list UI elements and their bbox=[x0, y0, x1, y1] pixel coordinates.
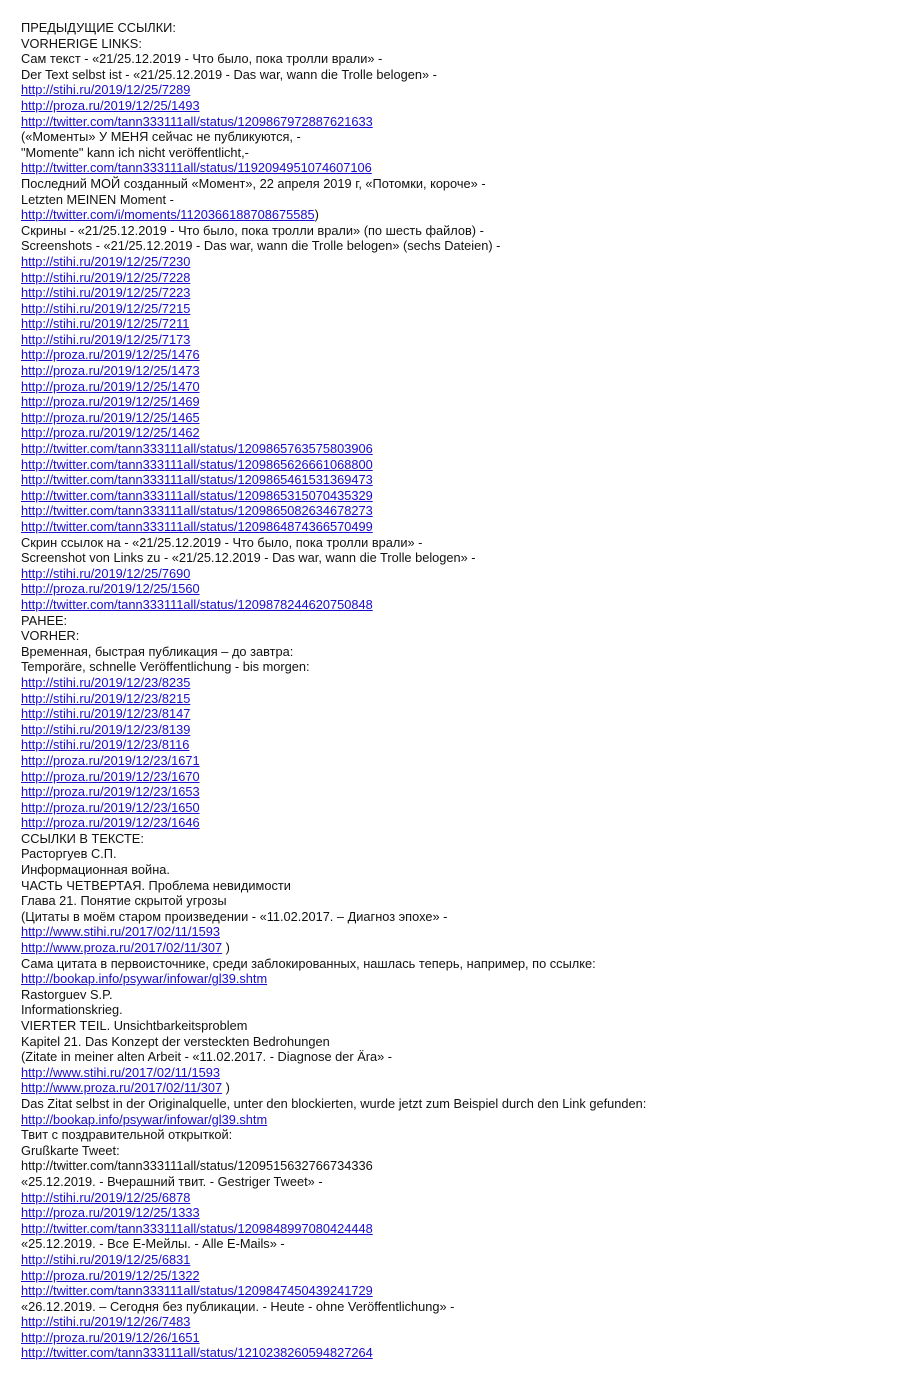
document-link[interactable]: http://proza.ru/2019/12/25/1465 bbox=[21, 409, 200, 425]
link-line bbox=[21, 316, 881, 332]
link-line bbox=[21, 924, 881, 940]
text-line: "Momente" kann ich nicht veröffentlicht,- bbox=[21, 144, 249, 160]
document-link[interactable]: http://stihi.ru/2019/12/25/7173 bbox=[21, 331, 191, 347]
document-link[interactable]: http://proza.ru/2019/12/25/1322 bbox=[21, 1267, 200, 1283]
link-line bbox=[21, 379, 881, 395]
document-link[interactable]: http://twitter.com/tann333111all/status/1209865082634678273 bbox=[21, 503, 373, 519]
text-line: Глава 21. Понятие скрытой угрозы bbox=[21, 893, 227, 909]
link-line bbox=[21, 1205, 881, 1221]
text-line: «25.12.2019. - Все E-Мейлы. - Alle E-Mails» - bbox=[21, 1236, 285, 1252]
link-line bbox=[21, 332, 881, 348]
document-link[interactable]: http://proza.ru/2019/12/23/1653 bbox=[21, 784, 200, 800]
link-line bbox=[21, 769, 881, 785]
text-line: РАНЕЕ: bbox=[21, 612, 68, 628]
text-line: http://twitter.com/tann333111all/status/1209515632766734336 bbox=[21, 1158, 373, 1174]
text-line: (Цитаты в моём старом произведении - «11.02.2017. – Диагноз эпохе» - bbox=[21, 908, 448, 924]
text-line: Скрины - «21/25.12.2019 - Что было, пока тролли врали» (по шесть файлов) - bbox=[21, 222, 484, 238]
link-line bbox=[21, 425, 881, 441]
link-line bbox=[21, 722, 881, 738]
document-link[interactable]: http://twitter.com/tann333111all/status/1209878244620750848 bbox=[21, 596, 373, 612]
document-link[interactable]: http://www.stihi.ru/2017/02/11/1593 bbox=[21, 924, 220, 940]
document-link[interactable]: http://stihi.ru/2019/12/23/8215 bbox=[21, 690, 191, 706]
document-link[interactable]: http://twitter.com/tann333111all/status/1209867972887621633 bbox=[21, 113, 373, 129]
link-line bbox=[21, 285, 881, 301]
document-link[interactable]: http://twitter.com/tann333111all/status/1209865626661068800 bbox=[21, 456, 373, 472]
document-link[interactable]: http://proza.ru/2019/12/25/1469 bbox=[21, 394, 200, 410]
link-line bbox=[21, 566, 881, 582]
text-line: («Моменты» У МЕНЯ сейчас не публикуются, - bbox=[21, 129, 301, 145]
text-line: Rastorguev S.P. bbox=[21, 986, 113, 1002]
text-line: VORHER: bbox=[21, 628, 80, 644]
link-suffix: ) bbox=[222, 1080, 230, 1096]
link-line bbox=[21, 394, 881, 410]
document-link[interactable]: http://stihi.ru/2019/12/25/7211 bbox=[21, 316, 190, 332]
text-line: ПРЕДЫДУЩИЕ ССЫЛКИ: bbox=[21, 20, 176, 35]
document-link[interactable]: http://stihi.ru/2019/12/26/7483 bbox=[21, 1314, 191, 1330]
link-line bbox=[21, 940, 881, 956]
document-link[interactable]: http://proza.ru/2019/12/23/1670 bbox=[21, 768, 200, 784]
link-line bbox=[21, 1330, 881, 1346]
link-line bbox=[21, 1252, 881, 1268]
text-line: Временная, быстрая публикация – до завтра: bbox=[21, 643, 294, 659]
document-link[interactable]: http://twitter.com/i/moments/1120366188708675585 bbox=[21, 207, 315, 223]
link-suffix: ) bbox=[222, 940, 230, 956]
document-link[interactable]: http://stihi.ru/2019/12/25/7230 bbox=[21, 253, 191, 269]
document-link[interactable]: http://stihi.ru/2019/12/23/8139 bbox=[21, 721, 191, 737]
document-link[interactable]: http://twitter.com/tann333111all/status/1209865763575803906 bbox=[21, 441, 373, 457]
link-line bbox=[21, 971, 881, 987]
link-line bbox=[21, 1221, 881, 1237]
document-link[interactable]: http://stihi.ru/2019/12/25/7223 bbox=[21, 285, 191, 301]
link-line bbox=[21, 1080, 881, 1096]
link-line bbox=[21, 737, 881, 753]
document-link[interactable]: http://proza.ru/2019/12/25/1470 bbox=[21, 378, 200, 394]
text-line: Informationskrieg. bbox=[21, 1002, 123, 1018]
link-line bbox=[21, 363, 881, 379]
text-line: Letzten MEINEN Moment - bbox=[21, 191, 174, 207]
text-line: Grußkarte Tweet: bbox=[21, 1142, 120, 1158]
text-line: Сам текст - «21/25.12.2019 - Что было, пока тролли врали» - bbox=[21, 51, 383, 67]
link-line bbox=[21, 800, 881, 816]
link-line bbox=[21, 675, 881, 691]
link-line bbox=[21, 597, 881, 613]
text-line: Сама цитата в первоисточнике, среди заблокированных, нашлась теперь, например, по ссылке: bbox=[21, 955, 596, 971]
document-link[interactable]: http://www.stihi.ru/2017/02/11/1593 bbox=[21, 1064, 220, 1080]
link-line bbox=[21, 1314, 881, 1330]
document-link[interactable]: http://proza.ru/2019/12/25/1493 bbox=[21, 97, 200, 113]
text-line: Der Text selbst ist - «21/25.12.2019 - Das war, wann die Trolle belogen» - bbox=[21, 66, 437, 82]
document-link[interactable]: http://twitter.com/tann333111all/status/1209848997080424448 bbox=[21, 1220, 373, 1236]
document-body bbox=[21, 20, 881, 1361]
text-line: Расторгуев С.П. bbox=[21, 846, 117, 862]
document-link[interactable]: http://stihi.ru/2019/12/25/6831 bbox=[21, 1251, 191, 1267]
text-line: Temporäre, schnelle Veröffentlichung - bis morgen: bbox=[21, 659, 310, 675]
link-line bbox=[21, 472, 881, 488]
link-line bbox=[21, 691, 881, 707]
text-line: (Zitate in meiner alten Arbeit - «11.02.2017. - Diagnose der Ära» - bbox=[21, 1049, 393, 1065]
text-line: Последний МОЙ созданный «Момент», 22 апреля 2019 г, «Потомки, короче» - bbox=[21, 175, 486, 191]
document-link[interactable]: http://proza.ru/2019/12/25/1476 bbox=[21, 347, 200, 363]
document-link[interactable]: http://twitter.com/tann333111all/status/1192094951074607106 bbox=[21, 160, 372, 176]
document-link[interactable]: http://stihi.ru/2019/12/23/8147 bbox=[21, 706, 191, 722]
document-link[interactable]: http://twitter.com/tann333111all/status/1209847450439241729 bbox=[21, 1283, 373, 1299]
text-line: Screenshot von Links zu - «21/25.12.2019 - Das war, wann die Trolle belogen» - bbox=[21, 550, 476, 566]
text-line: VORHERIGE LINKS: bbox=[21, 35, 142, 51]
link-suffix: ) bbox=[314, 207, 319, 223]
link-line bbox=[21, 519, 881, 535]
link-line bbox=[21, 457, 881, 473]
link-line bbox=[21, 488, 881, 504]
document-link[interactable]: http://twitter.com/tann333111all/status/1209865461531369473 bbox=[21, 472, 373, 488]
link-line bbox=[21, 254, 881, 270]
link-line bbox=[21, 753, 881, 769]
link-line bbox=[21, 207, 881, 223]
document-link[interactable]: http://stihi.ru/2019/12/25/7228 bbox=[21, 269, 191, 285]
link-line bbox=[21, 1345, 881, 1361]
link-line bbox=[21, 1065, 881, 1081]
document-link[interactable]: http://proza.ru/2019/12/25/1333 bbox=[21, 1205, 200, 1221]
document-link[interactable]: http://bookap.info/psywar/infowar/gl39.shtm bbox=[21, 971, 268, 987]
link-line bbox=[21, 98, 881, 114]
link-line bbox=[21, 270, 881, 286]
document-link[interactable]: http://proza.ru/2019/12/25/1473 bbox=[21, 363, 200, 379]
text-line: ЧАСТЬ ЧЕТВЕРТАЯ. Проблема невидимости bbox=[21, 877, 291, 893]
link-line bbox=[21, 1112, 881, 1128]
link-line bbox=[21, 114, 881, 130]
link-line bbox=[21, 1190, 881, 1206]
text-line: Информационная война. bbox=[21, 862, 170, 878]
text-line: Твит с поздравительной открыткой: bbox=[21, 1127, 233, 1143]
text-line: VIERTER TEIL. Unsichtbarkeitsproblem bbox=[21, 1018, 248, 1033]
text-line: Kapitel 21. Das Konzept der versteckten Bedrohungen bbox=[21, 1033, 330, 1049]
text-line: Скрин ссылок на - «21/25.12.2019 - Что было, пока тролли врали» - bbox=[21, 534, 423, 550]
document-link[interactable]: http://proza.ru/2019/12/26/1651 bbox=[21, 1329, 200, 1345]
link-line bbox=[21, 347, 881, 363]
text-line: «25.12.2019. - Вчерашний твит. - Gestriger Tweet» - bbox=[21, 1173, 323, 1189]
link-line bbox=[21, 301, 881, 317]
document-link[interactable]: http://proza.ru/2019/12/23/1646 bbox=[21, 815, 200, 831]
link-line bbox=[21, 82, 881, 98]
link-line bbox=[21, 706, 881, 722]
document-link[interactable]: http://www.proza.ru/2017/02/11/307 bbox=[21, 940, 223, 956]
document-link[interactable]: http://www.proza.ru/2017/02/11/307 bbox=[21, 1080, 223, 1096]
link-line bbox=[21, 815, 881, 831]
document-link[interactable]: http://stihi.ru/2019/12/25/7289 bbox=[21, 82, 191, 98]
link-line bbox=[21, 503, 881, 519]
link-line bbox=[21, 410, 881, 426]
document-link[interactable]: http://stihi.ru/2019/12/25/6878 bbox=[21, 1189, 191, 1205]
document-link[interactable]: http://stihi.ru/2019/12/23/8116 bbox=[21, 737, 190, 753]
document-link[interactable]: http://twitter.com/tann333111all/status/1209864874366570499 bbox=[21, 519, 373, 534]
document-link[interactable]: http://bookap.info/psywar/infowar/gl39.shtm bbox=[21, 1111, 268, 1127]
link-line bbox=[21, 160, 881, 176]
text-line: Das Zitat selbst in der Originalquelle, unter den blockierten, wurde jetzt zum Beispiel durch den Link gefunden: bbox=[21, 1095, 647, 1111]
text-line: «26.12.2019. – Сегодня без публикации. - Heute - ohne Veröffentlichung» - bbox=[21, 1298, 455, 1314]
document-link[interactable]: http://proza.ru/2019/12/23/1650 bbox=[21, 799, 200, 815]
document-link[interactable]: http://stihi.ru/2019/12/25/7690 bbox=[21, 565, 191, 581]
text-line: ССЫЛКИ В ТЕКСТЕ: bbox=[21, 830, 144, 846]
document-link[interactable]: http://proza.ru/2019/12/23/1671 bbox=[21, 752, 200, 768]
document-link[interactable]: http://stihi.ru/2019/12/25/7215 bbox=[21, 300, 191, 316]
text-line: Screenshots - «21/25.12.2019 - Das war, wann die Trolle belogen» (sechs Dateien) - bbox=[21, 238, 501, 254]
link-line bbox=[21, 441, 881, 457]
document-link[interactable]: http://twitter.com/tann333111all/status/1209865315070435329 bbox=[21, 487, 373, 503]
link-line bbox=[21, 581, 881, 597]
document-link[interactable]: http://stihi.ru/2019/12/23/8235 bbox=[21, 674, 191, 690]
document-link[interactable]: http://twitter.com/tann333111all/status/1210238260594827264 bbox=[21, 1345, 373, 1361]
document-link[interactable]: http://proza.ru/2019/12/25/1560 bbox=[21, 581, 200, 597]
document-link[interactable]: http://proza.ru/2019/12/25/1462 bbox=[21, 425, 200, 441]
link-line bbox=[21, 784, 881, 800]
link-line bbox=[21, 1283, 881, 1299]
link-line bbox=[21, 1268, 881, 1284]
